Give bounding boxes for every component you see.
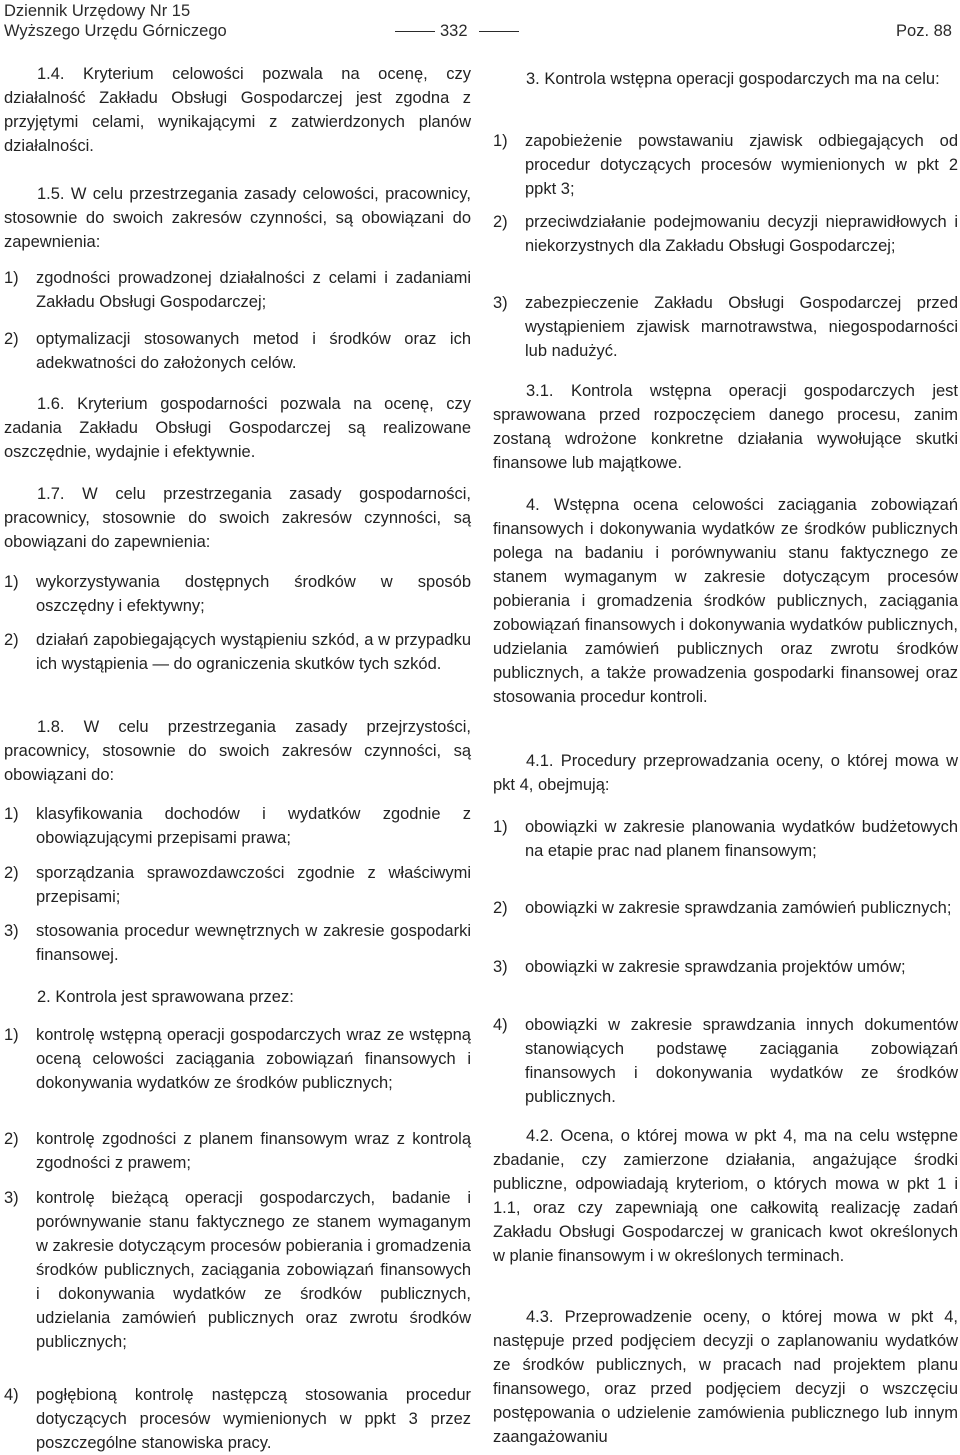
list-item <box>4 1186 471 1354</box>
list-item <box>493 1013 958 1109</box>
header-dash-left <box>395 31 435 32</box>
paragraph-1-4: 1.4. Kryterium celowości pozwala na ocenę, czy działalność Zakładu Obsługi Gospodarczej jest zgodna z przyjętymi celami, wynikającymi z zatwierdzonych planów działalności. <box>4 65 471 155</box>
list-item-number: 1) <box>4 573 19 591</box>
position-number: Poz. 88 <box>896 22 952 40</box>
list-item-text: zapobieżenie powstawaniu zjawisk odbiegających od procedur dotyczących procesów wymienionych w pkt 2 ppkt 3; <box>525 132 958 198</box>
list-item-text: zabezpieczenie Zakładu Obsługi Gospodarczej przed wystąpieniem zjawisk marnotrawstwa, niegospodarności lub nadużyć. <box>525 294 958 360</box>
list-item <box>493 291 958 363</box>
list-item <box>4 266 471 314</box>
list-item <box>4 570 471 618</box>
list-item <box>493 955 958 979</box>
list-item-number: 1) <box>493 132 508 150</box>
paragraph-3-1: 3.1. Kontrola wstępna operacji gospodarczych jest sprawowana przed rozpoczęciem danego procesu, zanim zostaną wdrożone konkretne działania wywołujące skutki finansowe lub majątkowe. <box>493 382 958 472</box>
list-item-number: 1) <box>4 269 19 287</box>
list-item-number: 3) <box>4 922 19 940</box>
list-item-number: 3) <box>493 958 508 976</box>
paragraph-4: 4. Wstępna ocena celowości zaciągania zobowiązań finansowych i dokonywania wydatków ze środków publicznych polega na badaniu i porównywaniu stanu faktycznego ze stanem wymaganym w zakresie dotyczącym procesów pobierania i gromadzenia środków publicznych, zaciągania zobowiązań finansowych i dokonywania wydatków publicznych, udzielania zamówień publicznych oraz zwrotu środków publicznych, a także prowadzenia gospodarki finansowej oraz stosowania procedur kontroli. <box>493 496 958 706</box>
list-item-text: optymalizacji stosowanych metod i środków oraz ich adekwatności do założonych celów. <box>36 330 471 372</box>
list-item-number: 1) <box>4 805 19 823</box>
header-dash-right <box>479 31 519 32</box>
list-item-number: 4) <box>493 1016 508 1034</box>
paragraph-1-8: 1.8. W celu przestrzegania zasady przejrzystości, pracownicy, stosownie do swoich zakresów czynności, są obowiązani do: <box>4 718 471 784</box>
paragraph-2: 2. Kontrola jest sprawowana przez: <box>37 988 294 1006</box>
paragraph-1-5: 1.5. W celu przestrzegania zasady celowości, pracownicy, stosownie do swoich zakresów czynności, są obowiązani do zapewnienia: <box>4 185 471 251</box>
list-item <box>4 1127 471 1175</box>
paragraph-1-7: 1.7. W celu przestrzegania zasady gospodarności, pracownicy, stosownie do swoich zakresów czynności, są obowiązani do zapewnienia: <box>4 485 471 551</box>
list-item-text: obowiązki w zakresie sprawdzania projektów umów; <box>525 958 906 976</box>
paragraph-4-2: 4.2. Ocena, o której mowa w pkt 4, ma na celu wstępne zbadanie, czy zamierzone działania, angażujące środki publiczne, odpowiadają kryteriom, o których mowa w pkt 1 i 1.1, oraz czy zapewniają one całkowitą realizację zadań Zakładu Obsługi Gospodarczej w granicach kwot określonych w planie finansowym i w określonych terminach. <box>493 1127 958 1265</box>
list-item <box>493 896 958 920</box>
list-item-number: 3) <box>4 1189 19 1207</box>
list-item-text: działań zapobiegających wystąpieniu szkód, a w przypadku ich wystąpienia — do ograniczenia skutków tych szkód. <box>36 631 471 673</box>
list-item-number: 2) <box>4 1130 19 1148</box>
paragraph-4-3: 4.3. Przeprowadzenie oceny, o której mowa w pkt 4, następuje przed podjęciem decyzji o zaplanowaniu wydatków ze środków publicznych, w pracach nad projektem planu finansowego, oraz przed podjęciem decyzji o wszczęciu postępowania o udzielenie zamówienia publicznego lub innym zaangażowaniu <box>493 1308 958 1446</box>
list-item <box>493 210 958 258</box>
list-item-text: kontrolę wstępną operacji gospodarczych wraz ze wstępną oceną celowości zaciągania zobowiązań finansowych i dokonywania wydatków ze środków publicznych; <box>36 1026 471 1092</box>
list-item <box>4 861 471 909</box>
list-item-text: wykorzystywania dostępnych środków w sposób oszczędny i efektywny; <box>36 573 471 615</box>
list-item <box>4 628 471 676</box>
list-item-text: zgodności prowadzonej działalności z celami i zadaniami Zakładu Obsługi Gospodarczej; <box>36 269 471 311</box>
list-item <box>493 815 958 863</box>
list-item-text: obowiązki w zakresie sprawdzania zamówień publicznych; <box>525 899 952 917</box>
list-item-text: sporządzania sprawozdawczości zgodnie z właściwymi przepisami; <box>36 864 471 906</box>
list-item-text: kontrolę bieżącą operacji gospodarczych, badanie i porównywanie stanu faktycznego ze stanem wymaganym w zakresie dotyczącym procesów pobierania i gromadzenia środków publicznych, zaciągania zobowiązań finansowych i dokonywania wydatków ze środków publicznych, udzielania zamówień publicznych oraz zwrotu środków publicznych; <box>36 1189 471 1351</box>
list-item <box>4 1023 471 1095</box>
list-item <box>4 327 471 375</box>
list-item <box>4 1383 471 1455</box>
list-item-text: obowiązki w zakresie sprawdzania innych dokumentów stanowiących podstawę zaciągania zobowiązań finansowych i dokonywania wydatków ze środków publicznych. <box>525 1016 958 1106</box>
list-item-number: 2) <box>4 330 19 348</box>
journal-subtitle: Wyższego Urzędu Górniczego <box>4 22 227 40</box>
journal-title: Dziennik Urzędowy Nr 15 <box>4 2 191 20</box>
paragraph-3: 3. Kontrola wstępna operacji gospodarczych ma na celu: <box>526 70 940 88</box>
page-number: 332 <box>440 22 468 40</box>
paragraph-4-1: 4.1. Procedury przeprowadzania oceny, o której mowa w pkt 4, obejmują: <box>493 752 958 794</box>
paragraph-1-6: 1.6. Kryterium gospodarności pozwala na ocenę, czy zadania Zakładu Obsługi Gospodarczej są realizowane oszczędnie, wydajnie i efektywnie. <box>4 395 471 461</box>
list-item-number: 4) <box>4 1386 19 1404</box>
list-item <box>4 919 471 967</box>
list-item-text: obowiązki w zakresie planowania wydatków budżetowych na etapie prac nad planem finansowym; <box>525 818 958 860</box>
list-item-text: stosowania procedur wewnętrznych w zakresie gospodarki finansowej. <box>36 922 471 964</box>
list-item-text: kontrolę zgodności z planem finansowym wraz z kontrolą zgodności z prawem; <box>36 1130 471 1172</box>
list-item-text: przeciwdziałanie podejmowaniu decyzji nieprawidłowych i niekorzystnych dla Zakładu Obsługi Gospodarczej; <box>525 213 958 255</box>
list-item-number: 3) <box>493 294 508 312</box>
list-item-number: 2) <box>493 213 508 231</box>
list-item-number: 2) <box>4 864 19 882</box>
list-item-number: 2) <box>493 899 508 917</box>
list-item-number: 2) <box>4 631 19 649</box>
list-item <box>4 802 471 850</box>
list-item-text: pogłębioną kontrolę następczą stosowania procedur dotyczących procesów wymienionych w ppkt 3 przez poszczególne stanowiska pracy. <box>36 1386 471 1452</box>
list-item-text: klasyfikowania dochodów i wydatków zgodnie z obowiązującymi przepisami prawa; <box>36 805 471 847</box>
list-item-number: 1) <box>4 1026 19 1044</box>
list-item-number: 1) <box>493 818 508 836</box>
list-item <box>493 129 958 201</box>
